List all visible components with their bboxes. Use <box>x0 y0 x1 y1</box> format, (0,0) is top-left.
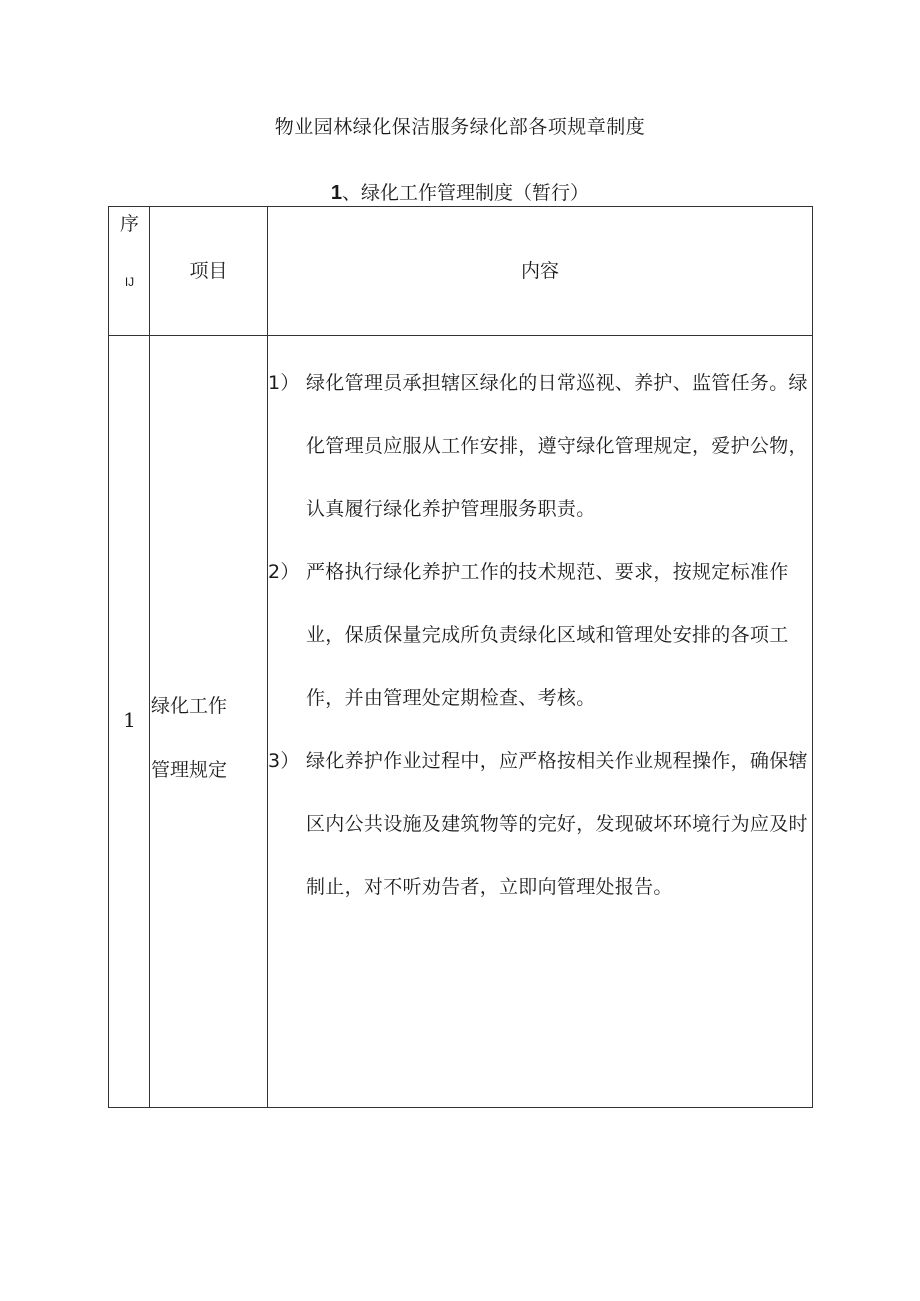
rule-item-1 <box>268 352 813 541</box>
rule-text-2: 严格执行绿化养护工作的技术规范、要求，按规定标准作业，保质保量完成所负责绿化区域和管理处安排的各项工作，并由管理处定期检查、考核。 <box>306 561 789 709</box>
header-item-label: 项目 <box>189 260 228 282</box>
section-number: 1 <box>330 182 343 204</box>
header-item-cell <box>150 207 268 336</box>
rule-item-2 <box>268 541 813 730</box>
header-content-cell <box>268 207 813 336</box>
section-title-text: 、绿化工作管理制度（暂行） <box>342 182 590 204</box>
rule-list <box>268 352 813 919</box>
header-seq-cell <box>109 207 150 336</box>
table-header-row <box>109 207 813 336</box>
row-seq-cell <box>109 336 150 1108</box>
header-seq-label: 序 <box>119 213 139 235</box>
row-item-label <box>151 674 267 802</box>
table-row <box>109 336 813 1108</box>
rule-text-1: 绿化管理员承担辖区绿化的日常巡视、养护、监管任务。绿化管理员应服从工作安排，遵守绿化管理规定，爱护公物，认真履行绿化养护管理服务职责。 <box>306 372 808 520</box>
rule-marker-1: 1） <box>268 372 300 394</box>
row-item-line-2: 管理规定 <box>151 759 228 781</box>
row-item-line-1: 绿化工作 <box>151 695 228 717</box>
row-seq-number: 1 <box>123 708 136 732</box>
rule-text-3: 绿化养护作业过程中，应严格按相关作业规程操作，确保辖区内公共设施及建筑物等的完好，发现破坏环境行为应及时制止，对不听劝告者，立即向管理处报告。 <box>306 750 808 898</box>
rule-marker-2: 2） <box>268 561 300 583</box>
rule-marker-3: 3） <box>268 750 300 772</box>
document-title: 物业园林绿化保洁服务绿化部各项规章制度 <box>274 116 646 138</box>
rule-item-3 <box>268 730 813 919</box>
section-title <box>0 178 920 205</box>
header-seq-label-fragment: IJ <box>124 275 135 289</box>
header-content-label: 内容 <box>520 260 559 282</box>
rules-table <box>108 206 813 1108</box>
row-content-cell <box>268 336 813 1108</box>
row-item-cell <box>150 336 268 1108</box>
